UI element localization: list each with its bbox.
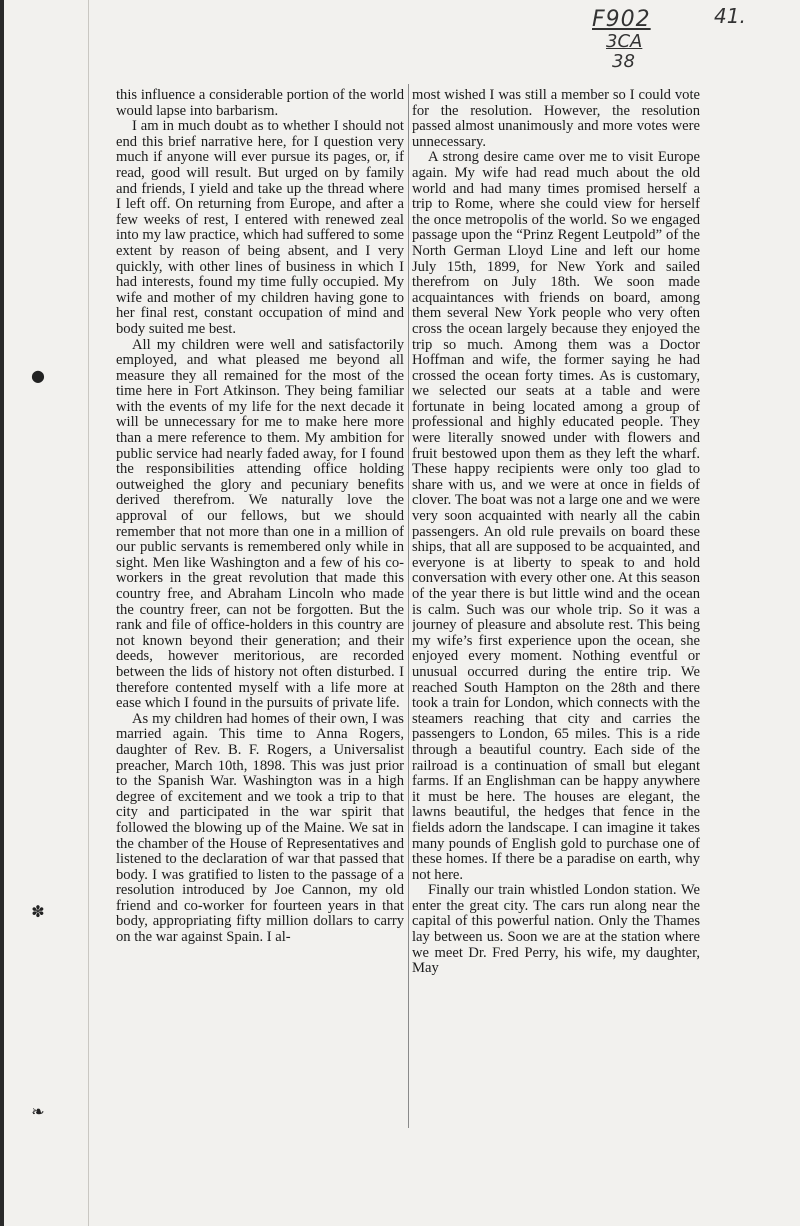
punch-hole-mark-icon: ❧ [31, 1102, 45, 1121]
paragraph: most wished I was still a member so I could vote for the resolution. However, the resolution passed almost unanimously and more votes were unnecessary. [412, 88, 700, 150]
punch-hole-mark-icon: ● [31, 366, 45, 385]
right-column [412, 88, 700, 1128]
page-edge [0, 0, 4, 1226]
stamp-number: 38 [612, 51, 635, 72]
column-divider [408, 84, 409, 1128]
paragraph: this influence a considerable portion of the world would lapse into barbarism. [116, 88, 404, 119]
left-column [116, 88, 404, 1128]
page-number: 41. [714, 4, 746, 28]
punch-hole-mark-icon: ✽ [31, 902, 45, 921]
archive-stamp [592, 8, 651, 72]
paragraph: I am in much doubt as to whether I should not end this brief narrative here, for I question very much if anyone will ever pursue its pages, or, if read, good will result. But urged on by family and friends, I yield and take up the thread where I left off. On returning from Europe, and after a few weeks of rest, I entered with renewed zeal into my law practice, which had suffered to some extent by reason of being absent, and I very quickly, with other lines of business in which I had interests, found my time fully occupied. My wife and mother of my children having gone to her final rest, constant occupation of mind and body suited me best. [116, 118, 404, 337]
paragraph: Finally our train whistled London station. We enter the great city. The cars run along near the capital of this powerful nation. Only the Thames lay between us. Soon we are at the station where we meet Dr. Fred Perry, his wife, my daughter, May [412, 882, 700, 977]
paragraph: As my children had homes of their own, I was married again. This time to Anna Rogers, daughter of Rev. B. F. Rogers, a Universalist preacher, March 10th, 1898. This was just prior to the Spanish War. Washington was in a high degree of excitement and we took a trip to that city and participated in the war spirit that followed the blowing up of the Maine. We sat in the chamber of the House of Representatives and listened to the declaration of war that passed that body. I was gratified to listen to the passage of a resolution introduced by Joe Cannon, my old friend and co-worker for fourteen years in that body, appropriating fifty million dollars to carry on the war against Spain. I al- [116, 710, 404, 946]
binder-margin-line [88, 0, 89, 1226]
stamp-code: F902 [592, 7, 651, 32]
paragraph: A strong desire came over me to visit Europe again. My wife had read much about the old world and had many times promised herself a trip to Rome, where she could view for herself the once metropolis of the world. So we engaged passage upon the “Prinz Regent Leutpold” of the North German Lloyd Line and left our home July 15th, 1899, for New York and sailed therefrom on July 18th. We soon made acquaintances with friends on board, among them several New York people who very often cross the ocean largely because they enjoyed the trip so much. Among them was a Doctor Hoffman and wife, the former saying he had crossed the ocean forty times. As is customary, we selected our seats at a table and were fortunate in being located among a group of professional and highly educated people. They were literally snowed under with flowers and fruit bestowed upon them as they left the wharf. These happy recipients were only too glad to share with us, and we were at once in fields of clover. The boat was not a large one and we were very soon acquainted with nearly all the cabin passengers. An old rule prevails on board these ships, that all are supposed to be acquainted, and everyone is at liberty to speak to and hold conversation with every other one. At this season of the year there is but little wind and the ocean is calm. Such was our whole trip. So it was a journey of pleasure and absolute rest. This being my wife’s first experience upon the ocean, she enjoyed every moment. Nothing eventful or unusual occurred during the entire trip. We reached South Hampton on the 28th and there took a train for London, which connects with the steamers reaching that city and carries the passengers to London, 65 miles. This is a ride through a beautiful country. Each side of the railroad is a continuation of small but elegant farms. If an Englishman can be happy anywhere it must be here. The houses are elegant, the lawns beautiful, the hedges that fence in the fields adorn the landscape. I can imagine it takes many pounds of English gold to purchase one of these homes. If there be a paradise on earth, why not here. [412, 149, 700, 883]
paragraph: All my children were well and satisfactorily employed, and what pleased me beyond all measure they all remained for the most of the time here in Fort Atkinson. They being familiar with the events of my life for the next decade it will be unnecessary for me to make here more than a mere reference to them. My ambition for public service had nearly faded away, for I found the responsibilities attending office holding outweighed the glory and pecuniary benefits derived therefrom. We naturally love the approval of our fellows, but we should remember that not more than one in a million of our public servants is remembered only while in sight. Men like Washington and a few of his co-workers in the great revolution that made this country free, and Abraham Lincoln who made the country freer, can not be forgotten. But the rank and file of office-holders in this country are not known beyond their generation; and their deeds, however meritorious, are recorded between the lids of history not often disturbed. I therefore contented myself with a life more at ease which I found in the pursuits of private life. [116, 336, 404, 712]
stamp-subcode: 3CA [606, 31, 643, 52]
